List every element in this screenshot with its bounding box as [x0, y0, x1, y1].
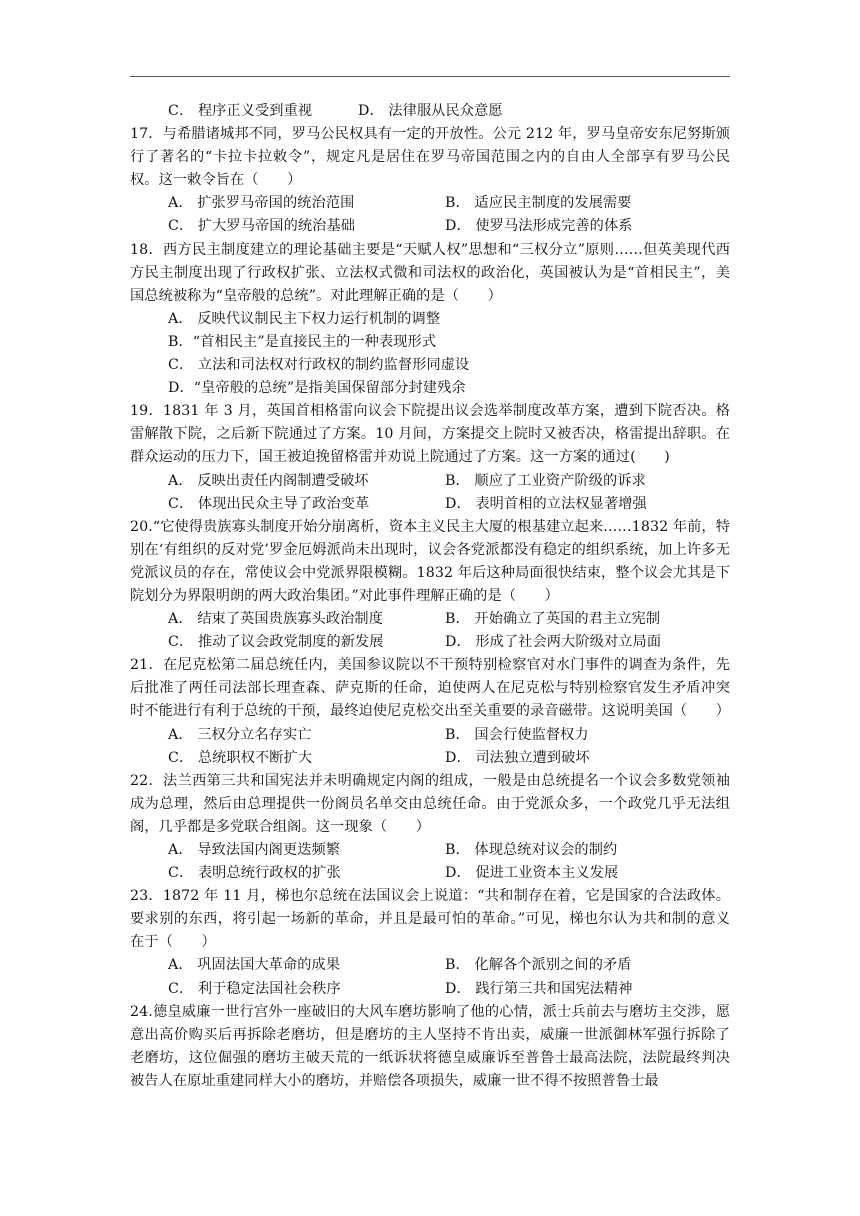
option-b: B． 化解各个派别之间的矛盾	[445, 957, 632, 974]
prev-options-row	[130, 100, 730, 123]
option-d: D． 表明首相的立法权显著增强	[445, 495, 647, 512]
option-a: A． 导致法国内阁更迭频繁	[168, 842, 341, 858]
option-a: A． 三权分立名存实亡	[168, 726, 312, 743]
question-stem: 19．1831 年 3 月，英国首相格雷向议会下院提出议会选举制度改革方案，遭到下院否决。格雷解散下院，之后新下院通过了方案。10 月间，方案提交上院时又被否决，格雷提出辞职。在群众运动的压力下，国王被迫挽留格雷并劝说上院通过了方案。这一方案的通过( )	[130, 403, 730, 466]
option-c: C． 总统职权不断扩大	[168, 749, 313, 766]
options-row	[130, 747, 730, 770]
options-row	[130, 608, 730, 631]
options-row	[130, 631, 730, 654]
question-stem: 23．1872 年 11 月，梯也尔总统在法国议会上说道：“共和制存在着，它是国家的合法政体。要求别的东西，将引起一场新的革命，并且是最可怕的革命。”可见，梯也尔认为共和制的意义在于（ ）	[130, 888, 730, 951]
option-c: C． 体现出民众主导了政治变革	[168, 495, 370, 512]
option-b: B． 国会行使监督权力	[445, 726, 589, 743]
question-17	[130, 123, 730, 238]
option-c: C． 扩大罗马帝国的统治基础	[168, 218, 356, 235]
question-stem: 20.“它使得贵族寡头制度开始分崩离析，资本主义民主大厦的根基建立起来……1832 年前，特别在‘有组织的反对党’罗金厄姆派尚未出现时，议会各党派都没有稳定的组织系统，加上许多无党派议员的存在，常使议会中党派界限模糊。1832 年后这种局面很快结束，整个议会尤其是下院划分为界限明朗的两大政治集团。”对此事件理解正确的是（ ）	[130, 518, 730, 604]
option-b: B． 体现总统对议会的制约	[445, 842, 618, 858]
option-b: B．“首相民主”是直接民主的一种表现形式	[168, 333, 437, 350]
options-row	[130, 862, 730, 885]
option-c: C． 利于稳定法国社会秩序	[168, 980, 341, 997]
question-stem: 17．与希腊诸城邦不同，罗马公民权具有一定的开放性。公元 212 年，罗马皇帝安东尼努斯颁行了著名的“卡拉卡拉敕令”，规定凡是居住在罗马帝国范围之内的自由人全部享有罗马公民权。这一敕令旨在（ ）	[130, 126, 730, 189]
option-d: D． 促进工业资本主义发展	[445, 865, 619, 882]
question-stem: 18．西方民主制度建立的理论基础主要是“天赋人权”思想和“三权分立”原则……但英美现代西方民主制度出现了行政权扩张、立法权式微和司法权的政治化，英国被认为是“首相民主”，美国总统被称为“皇帝般的总统”。对此理解正确的是（ ）	[130, 241, 730, 304]
question-23	[130, 885, 730, 1000]
options-row	[130, 192, 730, 215]
header-rule	[130, 76, 730, 77]
option-a: A． 巩固法国大革命的成果	[168, 957, 341, 974]
option-a: A． 结束了英国贵族寡头政治制度	[168, 611, 383, 628]
option-c: C． 立法和司法权对行政权的制约监督形同虚设	[168, 357, 470, 374]
option-b: B． 开始确立了英国的君主立宪制	[445, 611, 661, 628]
option-d: D． 使罗马法形成完善的体系	[445, 218, 633, 235]
question-21	[130, 654, 730, 769]
exam-page	[130, 100, 730, 1093]
options-row	[130, 470, 730, 493]
option-d: D． 司法独立遭到破坏	[445, 749, 590, 766]
option-a: A． 扩张罗马帝国的统治范围	[168, 195, 355, 212]
question-stem: 21．在尼克松第二届总统任内，美国参议院以不干预特别检察官对水门事件的调查为条件，先后批准了两任司法部长理查森、萨克斯的任命，迫使两人在尼克松与特别检察官发生矛盾冲突时不能进行有利于总统的干预，最终迫使尼克松交出至关重要的录音磁带。这说明美国（ ）	[130, 657, 731, 720]
question-19	[130, 400, 730, 515]
options-row	[130, 215, 730, 238]
option-d: D． 形成了社会两大阶级对立局面	[445, 634, 662, 651]
option-c: C． 推动了议会政党制度的新发展	[168, 634, 384, 651]
options-row	[130, 839, 730, 862]
options-row	[130, 978, 730, 1001]
options-row	[130, 954, 730, 977]
option-d: D． 践行第三共和国宪法精神	[445, 980, 633, 997]
option-c: C． 表明总统行政权的扩张	[168, 865, 341, 882]
question-stem: 24.德皇威廉一世行宫外一座破旧的大风车磨坊影响了他的心情，派士兵前去与磨坊主交涉，愿意出高价购买后再拆除老磨坊，但是磨坊的主人坚持不肯出卖，威廉一世派御林军强行拆除了老磨坊，这位倔强的磨坊主破天荒的一纸诉状将德皇威廉诉至普鲁士最高法院，法院最终判决被告人在原址重建同样大小的磨坊，并赔偿各项损失，威廉一世不得不按照普鲁士最	[130, 1003, 730, 1089]
question-stem: 22．法兰西第三共和国宪法并未明确规定内阁的组成，一般是由总统提名一个议会多数党领袖成为总理，然后由总理提供一份阁员名单交由总统任命。由于党派众多，一个政党几乎无法组阁，几乎都是多党联合组阁。这一现象（ ）	[130, 772, 730, 835]
prev-option-c: C． 程序正义受到重视	[168, 103, 313, 119]
question-18	[130, 239, 730, 401]
option-b: B． 顺应了工业资产阶级的诉求	[445, 472, 646, 489]
option-b: B． 适应民主制度的发展需要	[445, 195, 632, 212]
option-d: D．“皇帝般的总统”是指美国保留部分封建残余	[168, 380, 466, 397]
prev-option-d: D． 法律服从民众意愿	[358, 103, 503, 119]
question-22	[130, 770, 730, 885]
question-24	[130, 1001, 730, 1093]
question-20	[130, 516, 730, 655]
option-a: A． 反映出责任内阁制遭受破坏	[168, 472, 369, 489]
option-a: A． 反映代议制民主下权力运行机制的调整	[168, 310, 441, 327]
options-row	[130, 724, 730, 747]
options-row	[130, 493, 730, 516]
